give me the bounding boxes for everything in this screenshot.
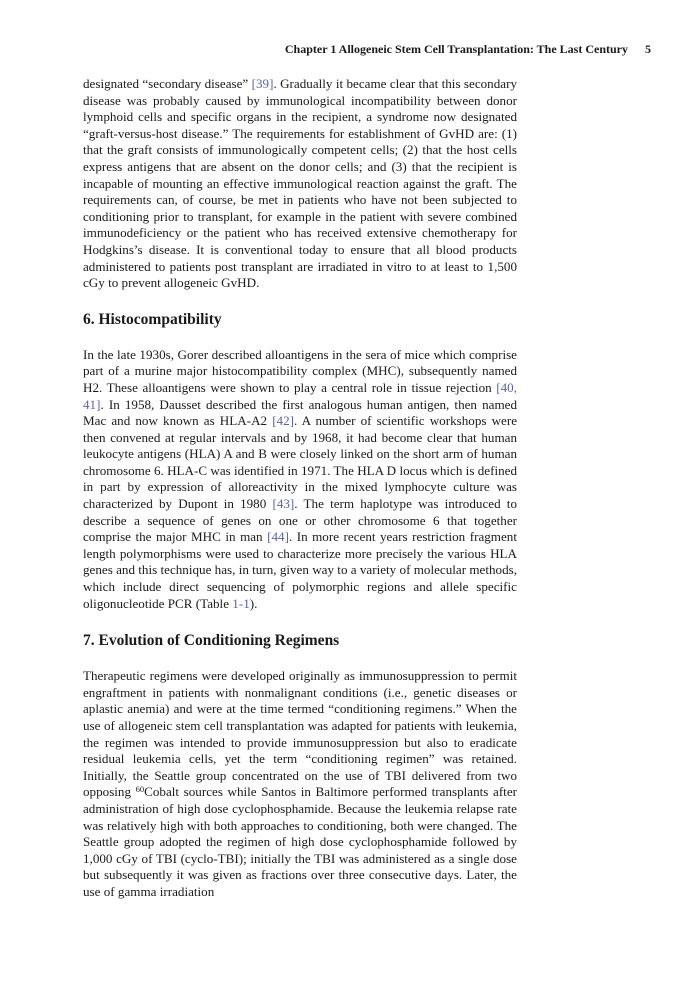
text-run: . In more recent years restriction fragment length polymorphisms were used to characterize more precisely the various HLA genes and this technique has, in turn, given way to a variety of molecular methods, which include direct sequencing of polymorphic regions and allele specific oligonucleotide PCR (Table	[83, 529, 517, 611]
paragraph-gvhd	[83, 76, 517, 292]
running-title: Chapter 1 Allogeneic Stem Cell Transplantation: The Last Century	[284, 42, 628, 56]
citation-link[interactable]: [40, 41]	[83, 379, 517, 412]
text-run: . A number of scientific workshops were then convened at regular intervals and by 1968, it had become clear that human leukocyte antigens (HLA) A and B were closely linked on the short arm of human chromosome 6. HLA-C was identified in 1971. The HLA D locus which is defined in part by expression of alloreactivity in the mixed lymphocyte culture was characterized by Dupont in 1980	[83, 413, 518, 512]
section-heading-histocompatibility: 6. Histocompatibility	[83, 310, 222, 328]
paragraph-histocompatibility	[83, 347, 517, 613]
text-run: In the late 1930s, Gorer described alloantigens in the sera of mice which comprise part of a murine major histocompatibility complex (MHC), subsequently named H2. These alloantigens were shown to play a central role in tissue rejection	[83, 346, 517, 395]
table-reference-link[interactable]: 1-1	[232, 595, 250, 611]
text-run: . Gradually it became clear that this secondary disease was probably caused by immunological incompatibility between donor lymphoid cells and specific organs in the recipient, a syndrome now designated “graft-versus-host disease.” The requirements for establishment of GvHD are: (1) that the graft consists of immunologically competent cells; (2) that the host cells express antigens that are absent on the donor cells; and (3) that the recipient is incapable of mounting an effective immunological reaction against the graft. The requirements can, of course, be met in patients who have not been subjected to conditioning prior to transplant, for example in the patient with severe combined immunodeficiency or the patient who has received extensive chemotherapy for Hodgkins’s disease. It is conventional today to ensure that all blood products administered to patients post transplant are irradiated in vitro to at least to 1,500 cGy to prevent allogeneic GvHD.	[83, 76, 517, 291]
citation-link[interactable]: [44]	[267, 529, 289, 545]
citation-link[interactable]: [39]	[251, 76, 274, 91]
citation-link[interactable]: [43]	[272, 496, 295, 512]
page-number: 5	[645, 42, 651, 56]
text-run: . In 1958, Dausset described the first analogous human antigen, then named Mac and now known as HLA-A2	[83, 396, 517, 429]
page-body	[83, 76, 517, 901]
text-run: designated “secondary disease”	[83, 76, 252, 91]
paragraph-conditioning	[83, 668, 517, 900]
text-run: ).	[249, 595, 258, 611]
isotope-superscript: 60	[135, 784, 145, 795]
running-header	[83, 42, 651, 57]
text-run: Therapeutic regimens were developed originally as immunosuppression to permit engraftment in patients with nonmalignant conditions (i.e., genetic diseases or aplastic anemia) and were at the time termed “conditioning regimens.” When the use of allogeneic stem cell transplantation was adapted for patients with leukemia, the regimen was intended to provide immunosuppression but also to eradicate residual leukemia cells, yet the term “conditioning regimen” was retained. Initially, the Seattle group concentrated on the use of TBI delivered from two opposing	[83, 668, 517, 800]
text-run: . The term haplotype was introduced to describe a sequence of genes on one or other chromosome 6 that together comprise the major MHC in man	[83, 496, 517, 545]
citation-link[interactable]: [42]	[272, 413, 295, 429]
text-run: Cobalt sources while Santos in Baltimore performed transplants after administration of high dose cyclophosphamide. Because the leukemia relapse rate was relatively high with both approaches to conditioning, both were changed. The Seattle group adopted the regimen of high dose cyclophosphamide followed by 1,000 cGy of TBI (cyclo-TBI); initially the TBI was administered as a single dose but subsequently it was given as fractions over three consecutive days. Later, the use of gamma irradiation	[83, 784, 517, 899]
section-heading-conditioning-regimens: 7. Evolution of Conditioning Regimens	[83, 632, 340, 650]
